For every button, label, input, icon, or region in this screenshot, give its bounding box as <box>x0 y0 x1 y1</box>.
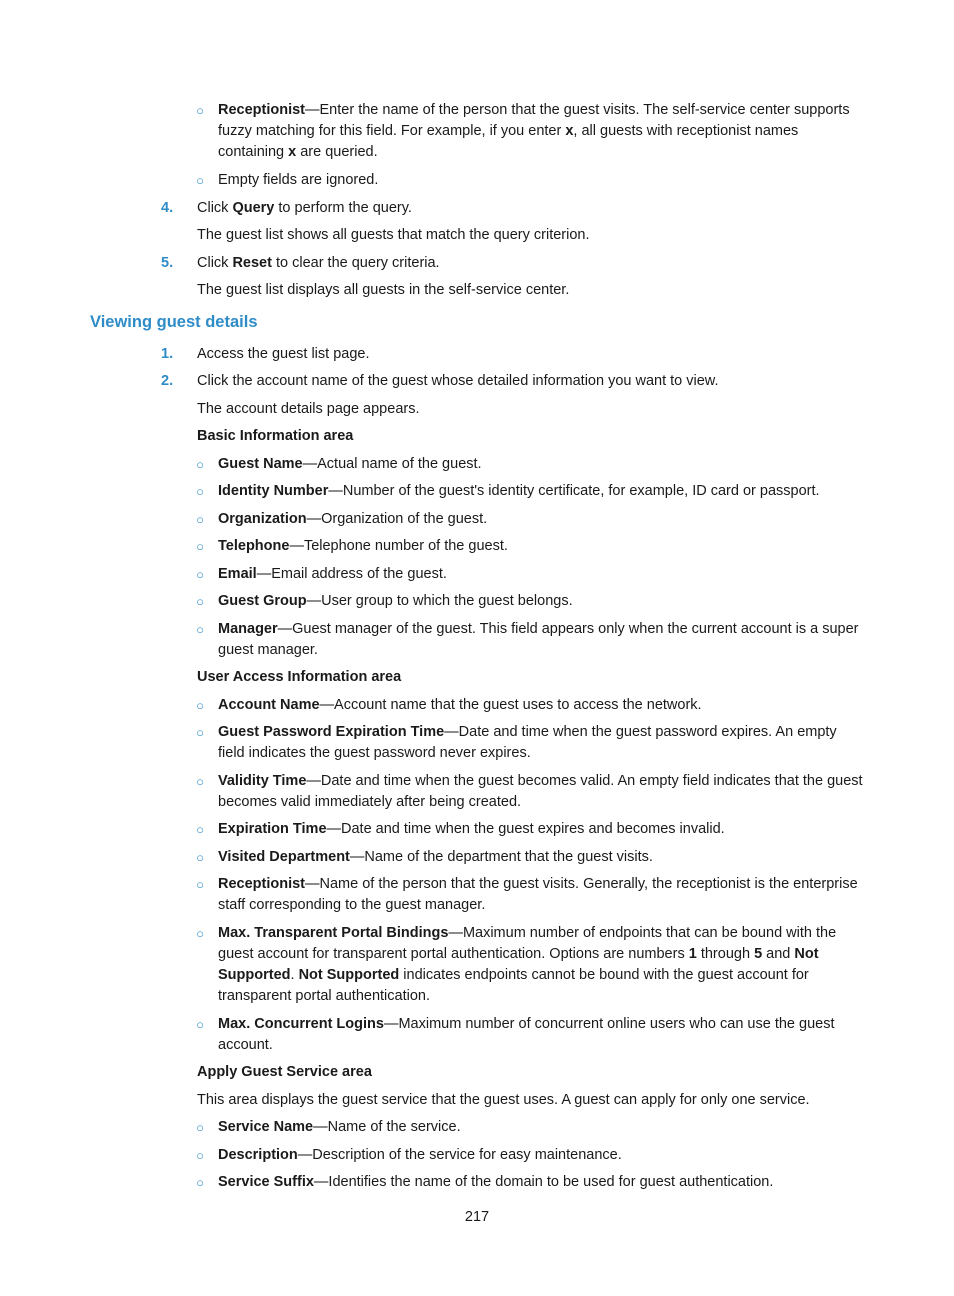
page-number: 217 <box>464 1209 490 1225</box>
list-item: Description—Description of the service for easy maintenance. <box>218 1147 622 1163</box>
bullet-empty-fields: Empty fields are ignored. <box>218 172 379 188</box>
list-item: Validity Time—Date and time when the guest becomes valid. An empty field indicates that the guest becomes valid immediately after being created. <box>218 773 863 810</box>
bullet-icon: ○ <box>196 1148 204 1163</box>
bullet-icon: ○ <box>196 457 204 472</box>
bullet-icon: ○ <box>196 594 204 609</box>
bullet-icon: ○ <box>196 877 204 892</box>
bullet-icon: ○ <box>196 103 204 118</box>
list-item: Service Suffix—Identifies the name of the domain to be used for guest authentication. <box>218 1174 774 1190</box>
bullet-icon: ○ <box>196 822 204 837</box>
bullet-icon: ○ <box>196 926 204 941</box>
bullet-icon: ○ <box>196 539 204 554</box>
reset-ui-term: Reset <box>232 255 272 271</box>
step-number: 1. <box>161 346 174 362</box>
list-item: Identity Number—Number of the guest's identity certificate, for example, ID card or passport. <box>218 483 820 499</box>
list-item: Manager—Guest manager of the guest. This field appears only when the current account is a super guest manager. <box>218 621 859 658</box>
step-note: The account details page appears. <box>197 401 420 417</box>
bullet-icon: ○ <box>196 725 204 740</box>
list-item: Guest Group—User group to which the guest belongs. <box>218 593 573 609</box>
list-item: Max. Concurrent Logins—Maximum number of concurrent online users who can use the guest account. <box>218 1016 835 1053</box>
bullet-icon: ○ <box>196 1175 204 1190</box>
bullet-icon: ○ <box>196 850 204 865</box>
list-item: Telephone—Telephone number of the guest. <box>218 538 508 554</box>
step-number: 2. <box>161 373 174 389</box>
list-item: Visited Department—Name of the department that the guest visits. <box>218 849 653 865</box>
list-item: Service Name—Name of the service. <box>218 1119 461 1135</box>
list-item: Guest Password Expiration Time—Date and time when the guest password expires. An empty field indicates the guest password never expires. <box>218 724 837 761</box>
list-item-bindings: Max. Transparent Portal Bindings—Maximum number of endpoints that can be bound with the guest account for transparent portal authentication. Options are numbers 1 through 5 and Not Supported. Not Supported indicates endpoints cannot be bound with the guest account for transparent portal authentication. <box>218 925 837 1004</box>
bullet-icon: ○ <box>196 173 204 188</box>
list-item: Receptionist—Name of the person that the guest visits. Generally, the receptionist is the enterprise staff corresponding to the guest manager. <box>218 876 858 913</box>
bullet-icon: ○ <box>196 484 204 499</box>
list-item: Organization—Organization of the guest. <box>218 511 488 527</box>
step-reset: Click Reset to clear the query criteria. <box>197 255 440 271</box>
query-ui-term: Query <box>232 200 275 216</box>
step-note: The guest list shows all guests that match the query criterion. <box>197 227 590 243</box>
bullet-icon: ○ <box>196 698 204 713</box>
bullet-icon: ○ <box>196 1017 204 1032</box>
step-note: The guest list displays all guests in the self-service center. <box>197 282 570 298</box>
step-number: 4. <box>161 200 174 216</box>
list-item: Email—Email address of the guest. <box>218 566 447 582</box>
step-query: Click Query to perform the query. <box>197 200 412 216</box>
bullet-receptionist-query: Receptionist—Enter the name of the person that the guest visits. The self-service center supports fuzzy matching for this field. For example, if you enter x, all guests with receptionist names containing x are queried. <box>218 102 850 160</box>
bullet-icon: ○ <box>196 1120 204 1135</box>
subsection-title: Basic Information area <box>197 428 354 444</box>
step-text: Click the account name of the guest whose detailed information you want to view. <box>197 373 719 389</box>
bullet-icon: ○ <box>196 622 204 637</box>
service-intro: This area displays the guest service that the guest uses. A guest can apply for only one service. <box>197 1092 810 1108</box>
term: Receptionist <box>218 102 306 118</box>
bullet-icon: ○ <box>196 512 204 527</box>
list-item: Account Name—Account name that the guest uses to access the network. <box>218 697 702 713</box>
bullet-icon: ○ <box>196 567 204 582</box>
subsection-title: Apply Guest Service area <box>197 1064 372 1080</box>
list-item: Guest Name—Actual name of the guest. <box>218 456 482 472</box>
step-number: 5. <box>161 255 174 271</box>
subsection-title: User Access Information area <box>197 669 402 685</box>
list-item: Expiration Time—Date and time when the guest expires and becomes invalid. <box>218 821 725 837</box>
section-heading: Viewing guest details <box>90 313 258 331</box>
bullet-icon: ○ <box>196 774 204 789</box>
step-text: Access the guest list page. <box>197 346 370 362</box>
